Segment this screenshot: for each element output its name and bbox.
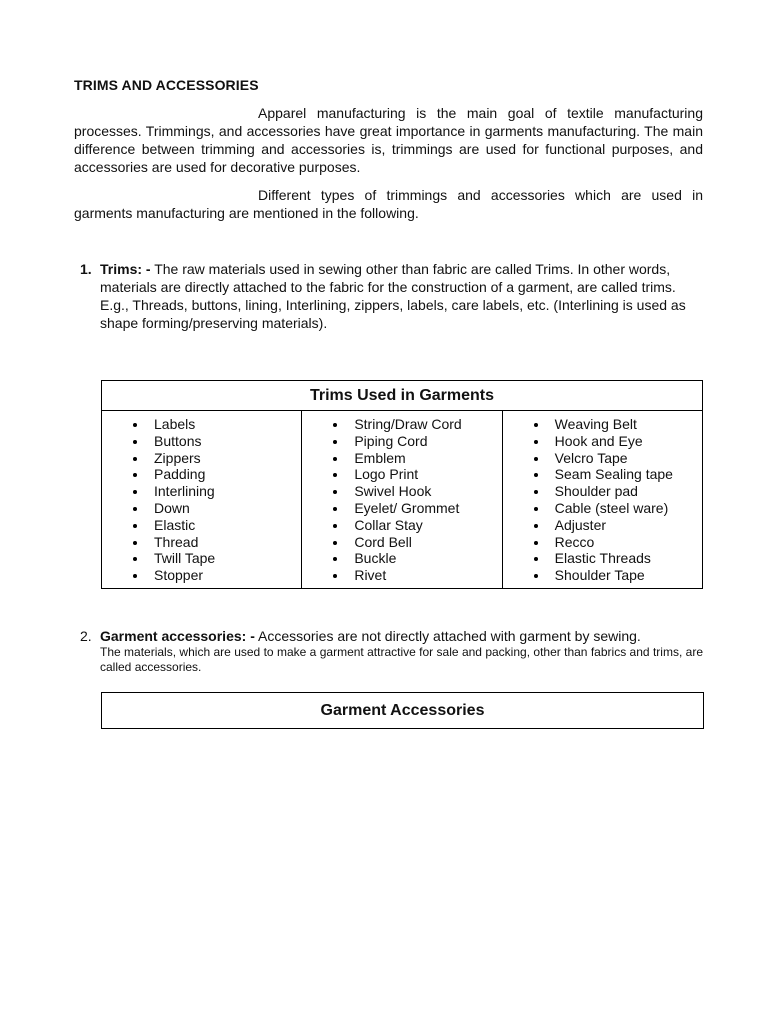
trims-examples: E.g., Threads, buttons, lining, Interlining, zippers, labels, care labels, etc. (Interlining is used as shape forming/preserving materials). — [100, 297, 686, 331]
trim-item: Piping Cord — [329, 433, 501, 450]
accessories-number: 2. — [80, 628, 92, 644]
accessories-table-title: Garment Accessories — [101, 692, 704, 729]
trim-item: Shoulder pad — [530, 483, 702, 500]
trims-number: 1. — [80, 261, 92, 277]
trim-item: Interlining — [129, 483, 301, 500]
trim-item: Logo Print — [329, 466, 501, 483]
trims-definition: The raw materials used in sewing other than fabric are called Trims. In other words, materials are directly attached to the fabric for the construction of a garment, are called trims. — [100, 261, 676, 295]
trim-item: Weaving Belt — [530, 416, 702, 433]
trim-item: Zippers — [129, 450, 301, 467]
trim-item: Buckle — [329, 550, 501, 567]
trims-term: Trims: - — [100, 261, 151, 277]
trim-item: Eyelet/ Grommet — [329, 500, 501, 517]
accessories-section — [80, 627, 703, 675]
trim-item: Stopper — [129, 567, 301, 584]
trim-item: Down — [129, 500, 301, 517]
document-heading: TRIMS AND ACCESSORIES — [74, 77, 259, 93]
trim-item: Cord Bell — [329, 534, 501, 551]
trim-item: Rivet — [329, 567, 501, 584]
trim-item: Buttons — [129, 433, 301, 450]
trim-item: Thread — [129, 534, 301, 551]
accessories-term: Garment accessories: - — [100, 628, 255, 644]
trim-item: Shoulder Tape — [530, 567, 702, 584]
trim-item: String/Draw Cord — [329, 416, 501, 433]
trim-item: Swivel Hook — [329, 483, 501, 500]
intro-paragraph-1: Apparel manufacturing is the main goal of textile manufacturing processes. Trimmings, and accessories have great importance in garments manufacturing. The main difference between trimming and accessories is, trimmings are used for functional purposes, and accessories are used for decorative purposes. — [74, 105, 703, 175]
trims-column-2 — [301, 411, 501, 589]
trim-item: Labels — [129, 416, 301, 433]
trim-item: Collar Stay — [329, 517, 501, 534]
trims-column-3 — [502, 411, 702, 589]
trim-item: Cable (steel ware) — [530, 500, 702, 517]
trim-item: Emblem — [329, 450, 501, 467]
trim-item: Recco — [530, 534, 702, 551]
trim-item: Adjuster — [530, 517, 702, 534]
trim-item: Padding — [129, 466, 301, 483]
trim-item: Velcro Tape — [530, 450, 702, 467]
trims-section — [80, 260, 703, 332]
trim-item: Elastic Threads — [530, 550, 702, 567]
accessories-definition: Accessories are not directly attached with garment by sewing. — [254, 628, 641, 644]
trim-item: Seam Sealing tape — [530, 466, 702, 483]
trims-table-title: Trims Used in Garments — [102, 381, 702, 411]
trims-column-1 — [102, 411, 301, 589]
accessories-detail: The materials, which are used to make a garment attractive for sale and packing, other than fabrics and trims, are called accessories. — [100, 645, 703, 674]
trim-item: Twill Tape — [129, 550, 301, 567]
trim-item: Hook and Eye — [530, 433, 702, 450]
trim-item: Elastic — [129, 517, 301, 534]
trims-table — [101, 380, 703, 589]
intro-paragraph-2: Different types of trimmings and accessories which are used in garments manufacturing are mentioned in the following. — [74, 187, 703, 221]
